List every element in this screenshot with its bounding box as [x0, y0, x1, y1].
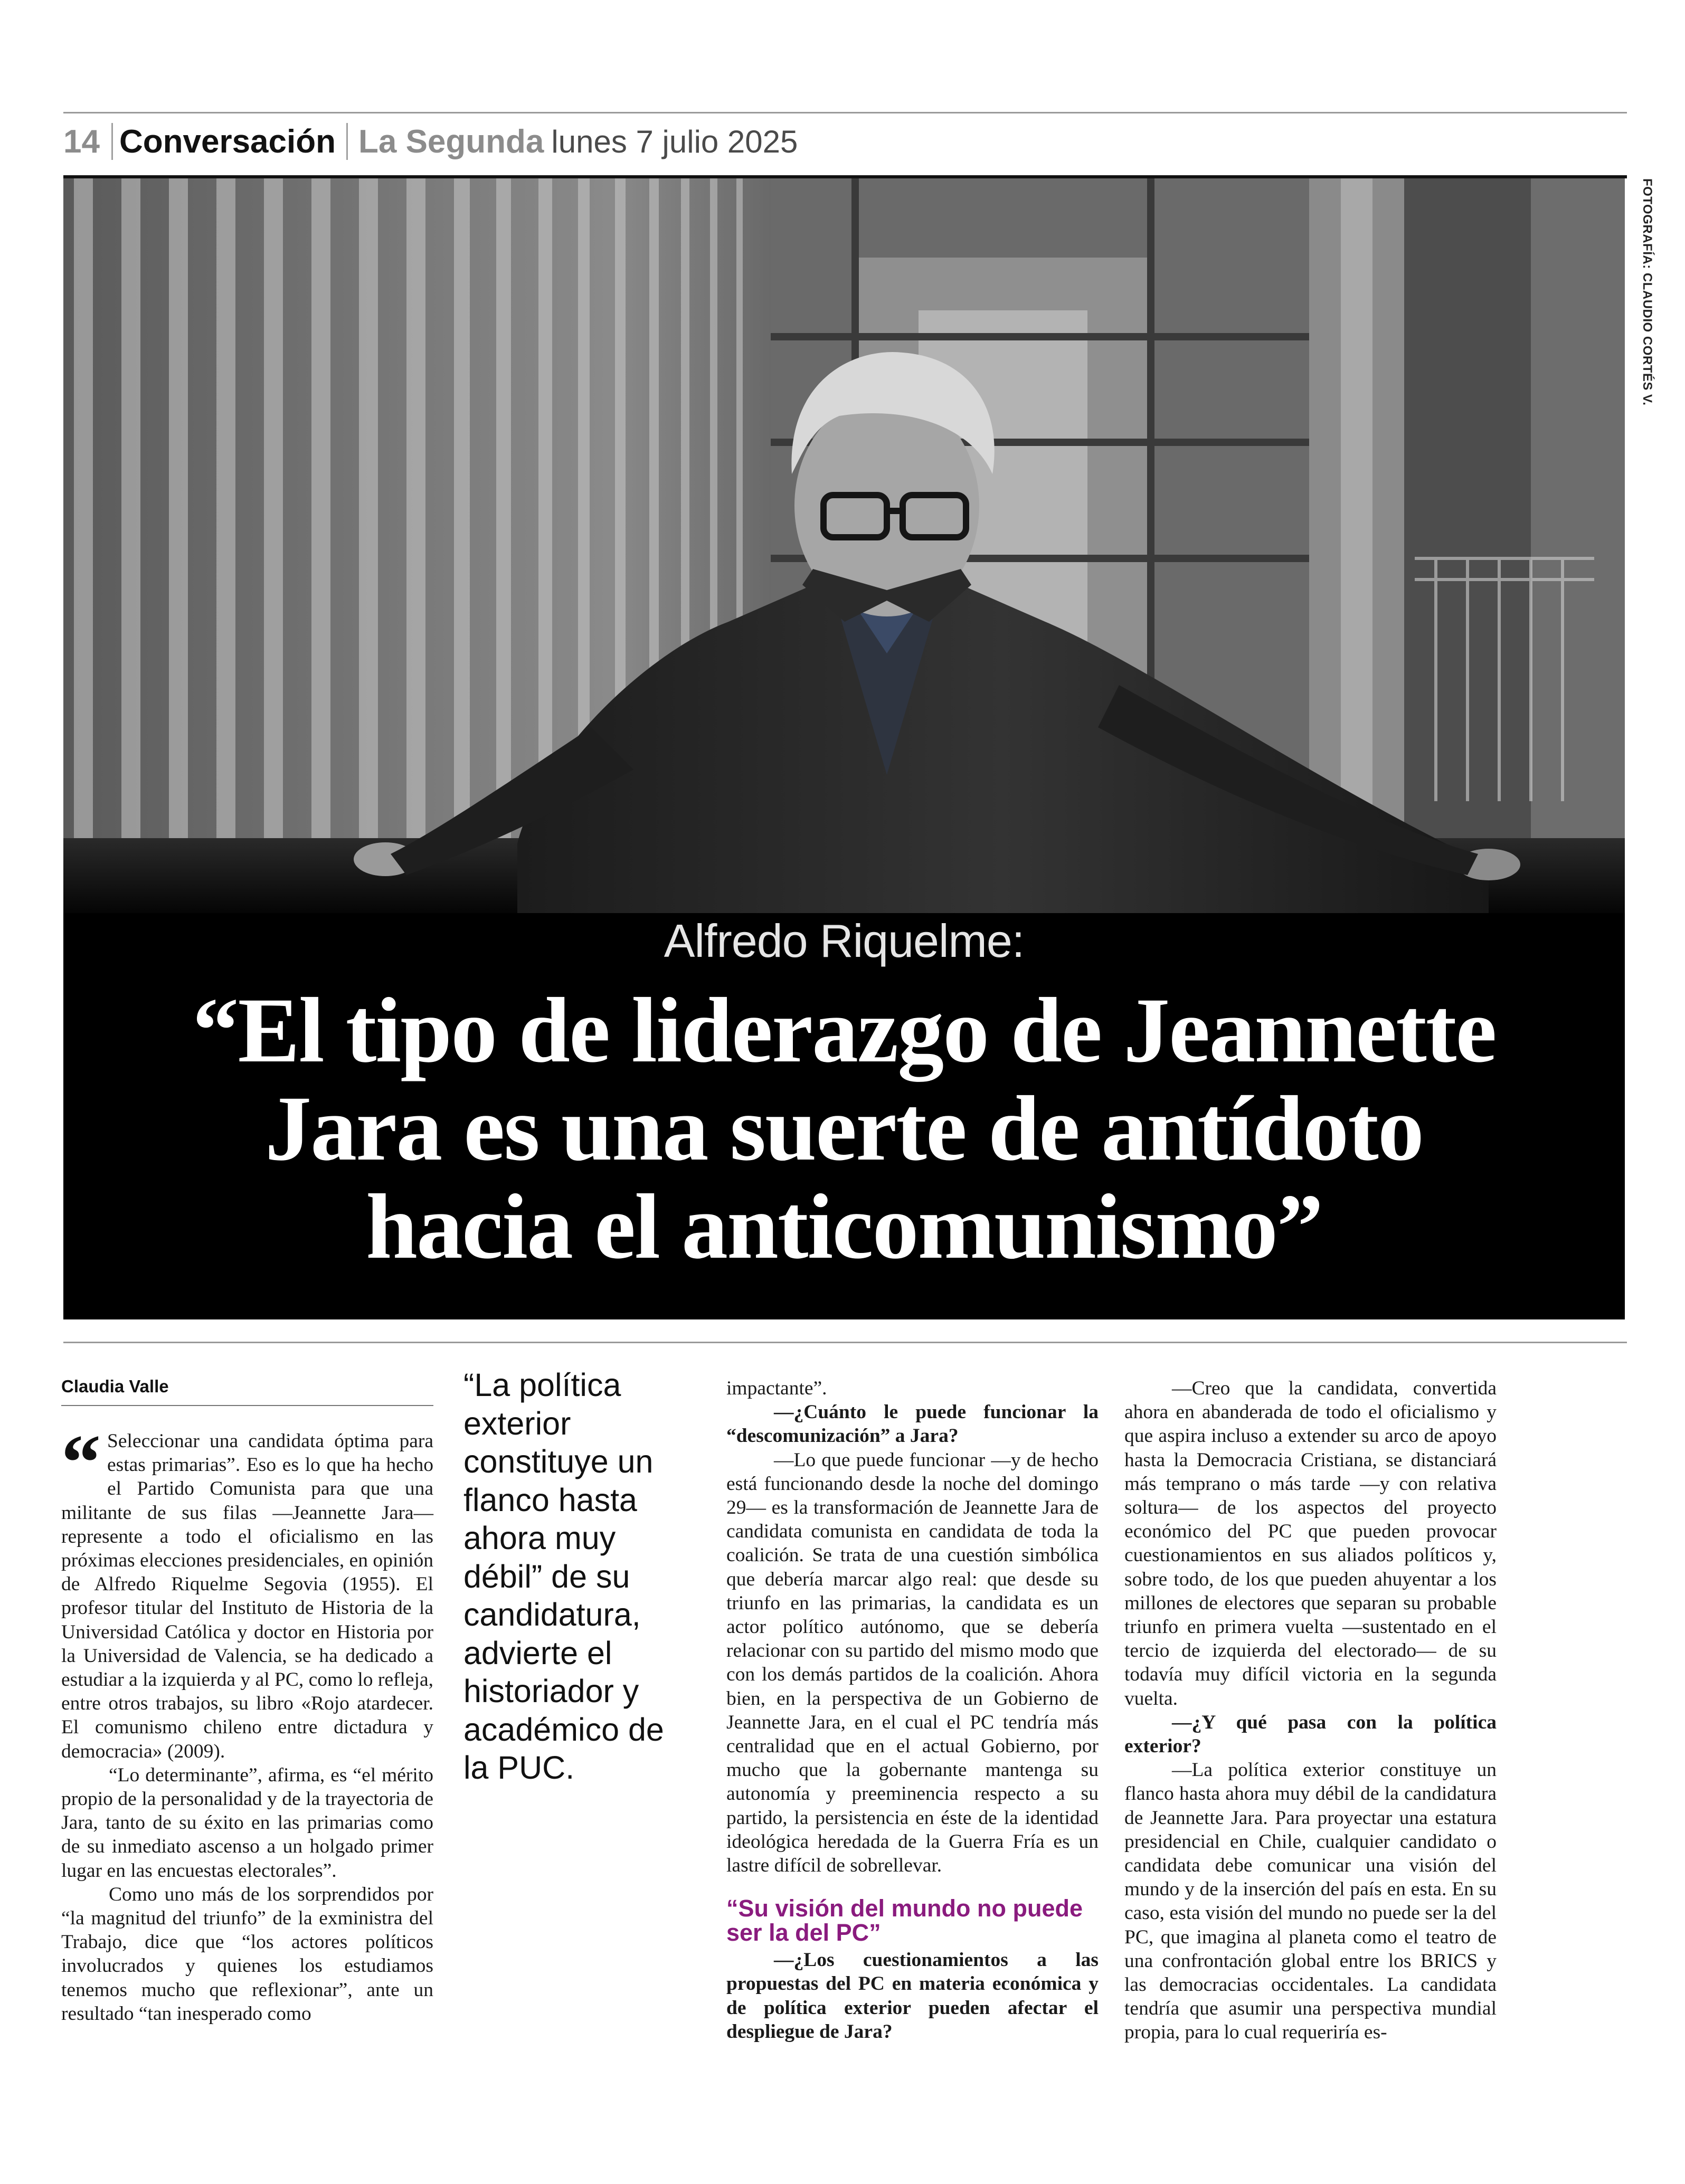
- headline-block: [63, 913, 1625, 1319]
- header-divider: [346, 123, 348, 160]
- article-column-3: [726, 1376, 1099, 2044]
- headline-kicker: Alfredo Riquelme:: [664, 915, 1025, 967]
- interview-question: —¿Cuánto le puede funcionar la “descomunización” a Jara?: [726, 1401, 1099, 1447]
- newspaper-name: La Segunda: [358, 123, 544, 160]
- page-number: 14: [63, 123, 100, 160]
- interview-answer: —Lo que puede funcionar —y de hecho está funcionando desde la noche del domingo 29— es la transformación de Jeannette Jara de candidata comunista en candidata de toda la coalición. Se trata de una cuestión simbólica que debería marcar algo real: que desde su triunfo en las primarias, la candidata es un actor político autónomo, que se debería relacionar con su partido del mismo modo que con los demás partidos de la coalición. Ahora bien, en la perspectiva de un Gobierno de Jeannette Jara, en el cual el PC tendría más centralidad que en el actual Gobierno, por mucho que la gobernante mantenga su autonomía y preeminencia respecto a su partido, la persistencia en éste de la identidad ideológica heredada de la Guerra Fría es un lastre difícil de sobrellevar.: [726, 1449, 1099, 1877]
- portrait-photo: [63, 178, 1625, 913]
- opening-quote-mark: “: [61, 1419, 101, 1506]
- paragraph: Como uno más de los sorprendidos por “la magnitud del triunfo” de la exministra del Trabajo, dice que “los actores políticos involucrados y quienes los estudiamos tenemos mucho que reflexionar”, ante un resultado “tan inesperado como: [61, 1883, 433, 2025]
- interview-answer: —Creo que la candidata, convertida ahora en abanderada de todo el oficialismo y que aspira incluso a extender su arco de apoyo hasta la Democracia Cristiana, se distanciará más temprano o más tarde —y con relativa soltura— de los aspectos del proyecto económico del PC que pueden provocar cuestionamientos en sus aliados políticos y, sobre todo, de los que pueden ahuyentar a los millones de electores que separan su probable triunfo en primera vuelta —sustentado en el tercio de izquierda del electorado— de su todavía muy difícil victoria en la segunda vuelta.: [1124, 1378, 1497, 1710]
- headline-line: hacia el anticomunismo”: [366, 1175, 1322, 1278]
- header-divider: [111, 123, 113, 160]
- section-rule: [63, 1342, 1627, 1343]
- page-header: [63, 117, 798, 166]
- issue-date: lunes 7 julio 2025: [551, 124, 798, 159]
- paragraph: impactante”.: [726, 1378, 827, 1399]
- headline-line: “El tipo de liderazgo de Jeannette: [192, 979, 1496, 1082]
- pull-quote: “La política exterior constituye un flanco hasta ahora muy débil” de su candidatura, advierte el historiador y académico de la PUC.: [463, 1367, 664, 1786]
- byline: Claudia Valle: [61, 1376, 169, 1396]
- article-column-4: [1124, 1376, 1497, 2045]
- interview-question: —¿Los cuestionamientos a las propuestas del PC en materia económica y de política exterior pueden afectar el despliegue de Jara?: [726, 1949, 1099, 2043]
- interview-question: —¿Y qué pasa con la política exterior?: [1124, 1711, 1497, 1758]
- headline-line: Jara es una suerte de antídoto: [265, 1077, 1423, 1180]
- headline: [63, 979, 1625, 1278]
- byline-rule: [61, 1405, 433, 1406]
- paragraph: “Lo determinante”, afirma, es “el mérito propio de la personalidad y de la trayectoria de Jara, tanto de su éxito en las primarias como de su inmediato ascenso a un holgado primer lugar en las encuestas electorales”.: [61, 1764, 433, 1882]
- paragraph: Seleccionar una candidata óptima para estas primarias”. Eso es lo que ha hecho el Partido Comunista para que una militante de sus filas —Jeannette Jara— represente a todo el oficialismo en las próximas elecciones presidenciales, en opinión de Alfredo Riquelme Segovia (1955). El profesor titular del Instituto de Historia de la Universidad Católica y doctor en Historia por la Universidad de Valencia, se ha dedicado a estudiar a la izquierda y al PC, como lo refleja, entre otros trabajos, su libro «Rojo atardecer. El comunismo chileno entre dictadura y democracia» (2009).: [61, 1430, 433, 1762]
- photo-credit: FOTOGRAFÍA: CLAUDIO CORTÉS V.: [1640, 178, 1654, 406]
- article-subhead: “Su visión del mundo no puede ser la del PC”: [726, 1895, 1083, 1946]
- interview-answer: —La política exterior constituye un flanco hasta ahora muy débil de la candidatura de Jeannette Jara. Para proyectar una estatura presidencial en Chile, cualquier candidato o candidata debe comunicar una visión del mundo y de la inserción del país en esta. En su caso, esta visión del mundo no puede ser la del PC, que imagina al planeta como el teatro de una confrontación global entre los BRICS y las democracias occidentales. La candidata tendría que asumir una perspectiva mundial propia, para lo cual requeriría es-: [1124, 1759, 1497, 2044]
- article-column-1: [61, 1419, 433, 2026]
- header-top-rule: [63, 112, 1627, 113]
- section-name: Conversación: [119, 123, 336, 160]
